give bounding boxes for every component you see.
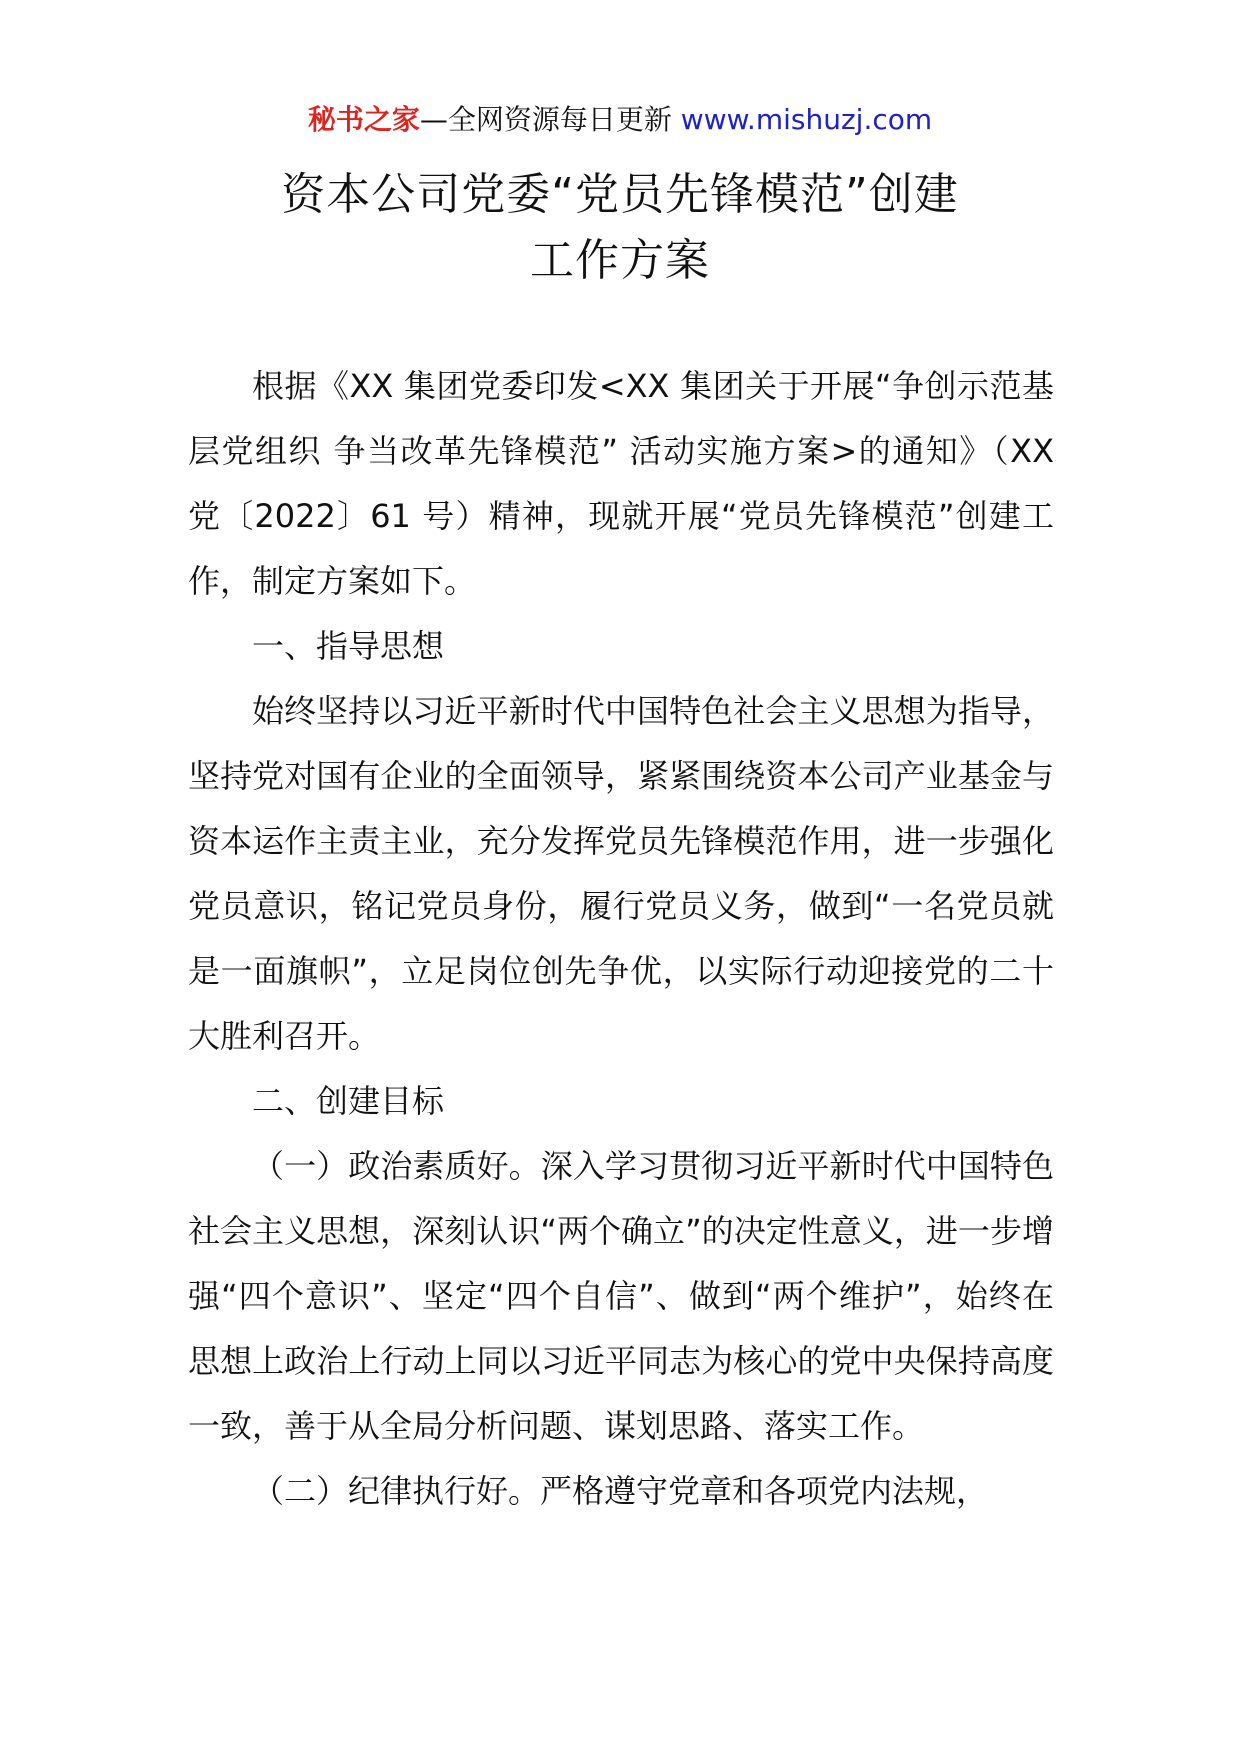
title-line-2: 工作方案: [530, 235, 710, 286]
intro-paragraph: 根据《XX 集团党委印发<XX 集团关于开展“争创示范基层党组织 争当改革先锋模范” 活动实施方案>的通知》（XX 党〔2022〕61 号）精神，现就开展“党员先锋模范”创建工作，制定方案如下。: [188, 367, 1054, 600]
site-header: [0, 100, 1240, 140]
site-url-link[interactable]: www.mishuzj.com: [680, 103, 933, 136]
goal-discipline-paragraph: （二）纪律执行好。严格遵守党章和各项党内法规，: [252, 1472, 989, 1510]
title-line-1: 资本公司党委“党员先锋模范”创建: [281, 169, 959, 220]
site-brand: 秘书之家: [307, 103, 420, 136]
site-tagline: —全网资源每日更新: [419, 103, 672, 136]
guiding-thought-paragraph: 始终坚持以习近平新时代中国特色社会主义思想为指导，坚持党对国有企业的全面领导，紧紧围绕资本公司产业基金与资本运作主责主业，充分发挥党员先锋模范作用，进一步强化党员意识，铭记党员身份，履行党员义务，做到“一名党员就是一面旗帜”，立足岗位创先争优，以实际行动迎接党的二十大胜利召开。: [188, 692, 1054, 1055]
section-heading-guiding-thought: 一、指导思想: [252, 627, 445, 665]
document-body: [188, 354, 1054, 1524]
document-title: [0, 162, 1240, 294]
goal-political-quality-paragraph: （一）政治素质好。深入学习贯彻习近平新时代中国特色社会主义思想，深刻认识“两个确立”的决定性意义，进一步增强“四个意识”、坚定“四个自信”、做到“两个维护”，始终在思想上政治上行动上同以习近平同志为核心的党中央保持高度一致，善于从全局分析问题、谋划思路、落实工作。: [188, 1147, 1054, 1445]
section-heading-goals: 二、创建目标: [252, 1082, 445, 1120]
